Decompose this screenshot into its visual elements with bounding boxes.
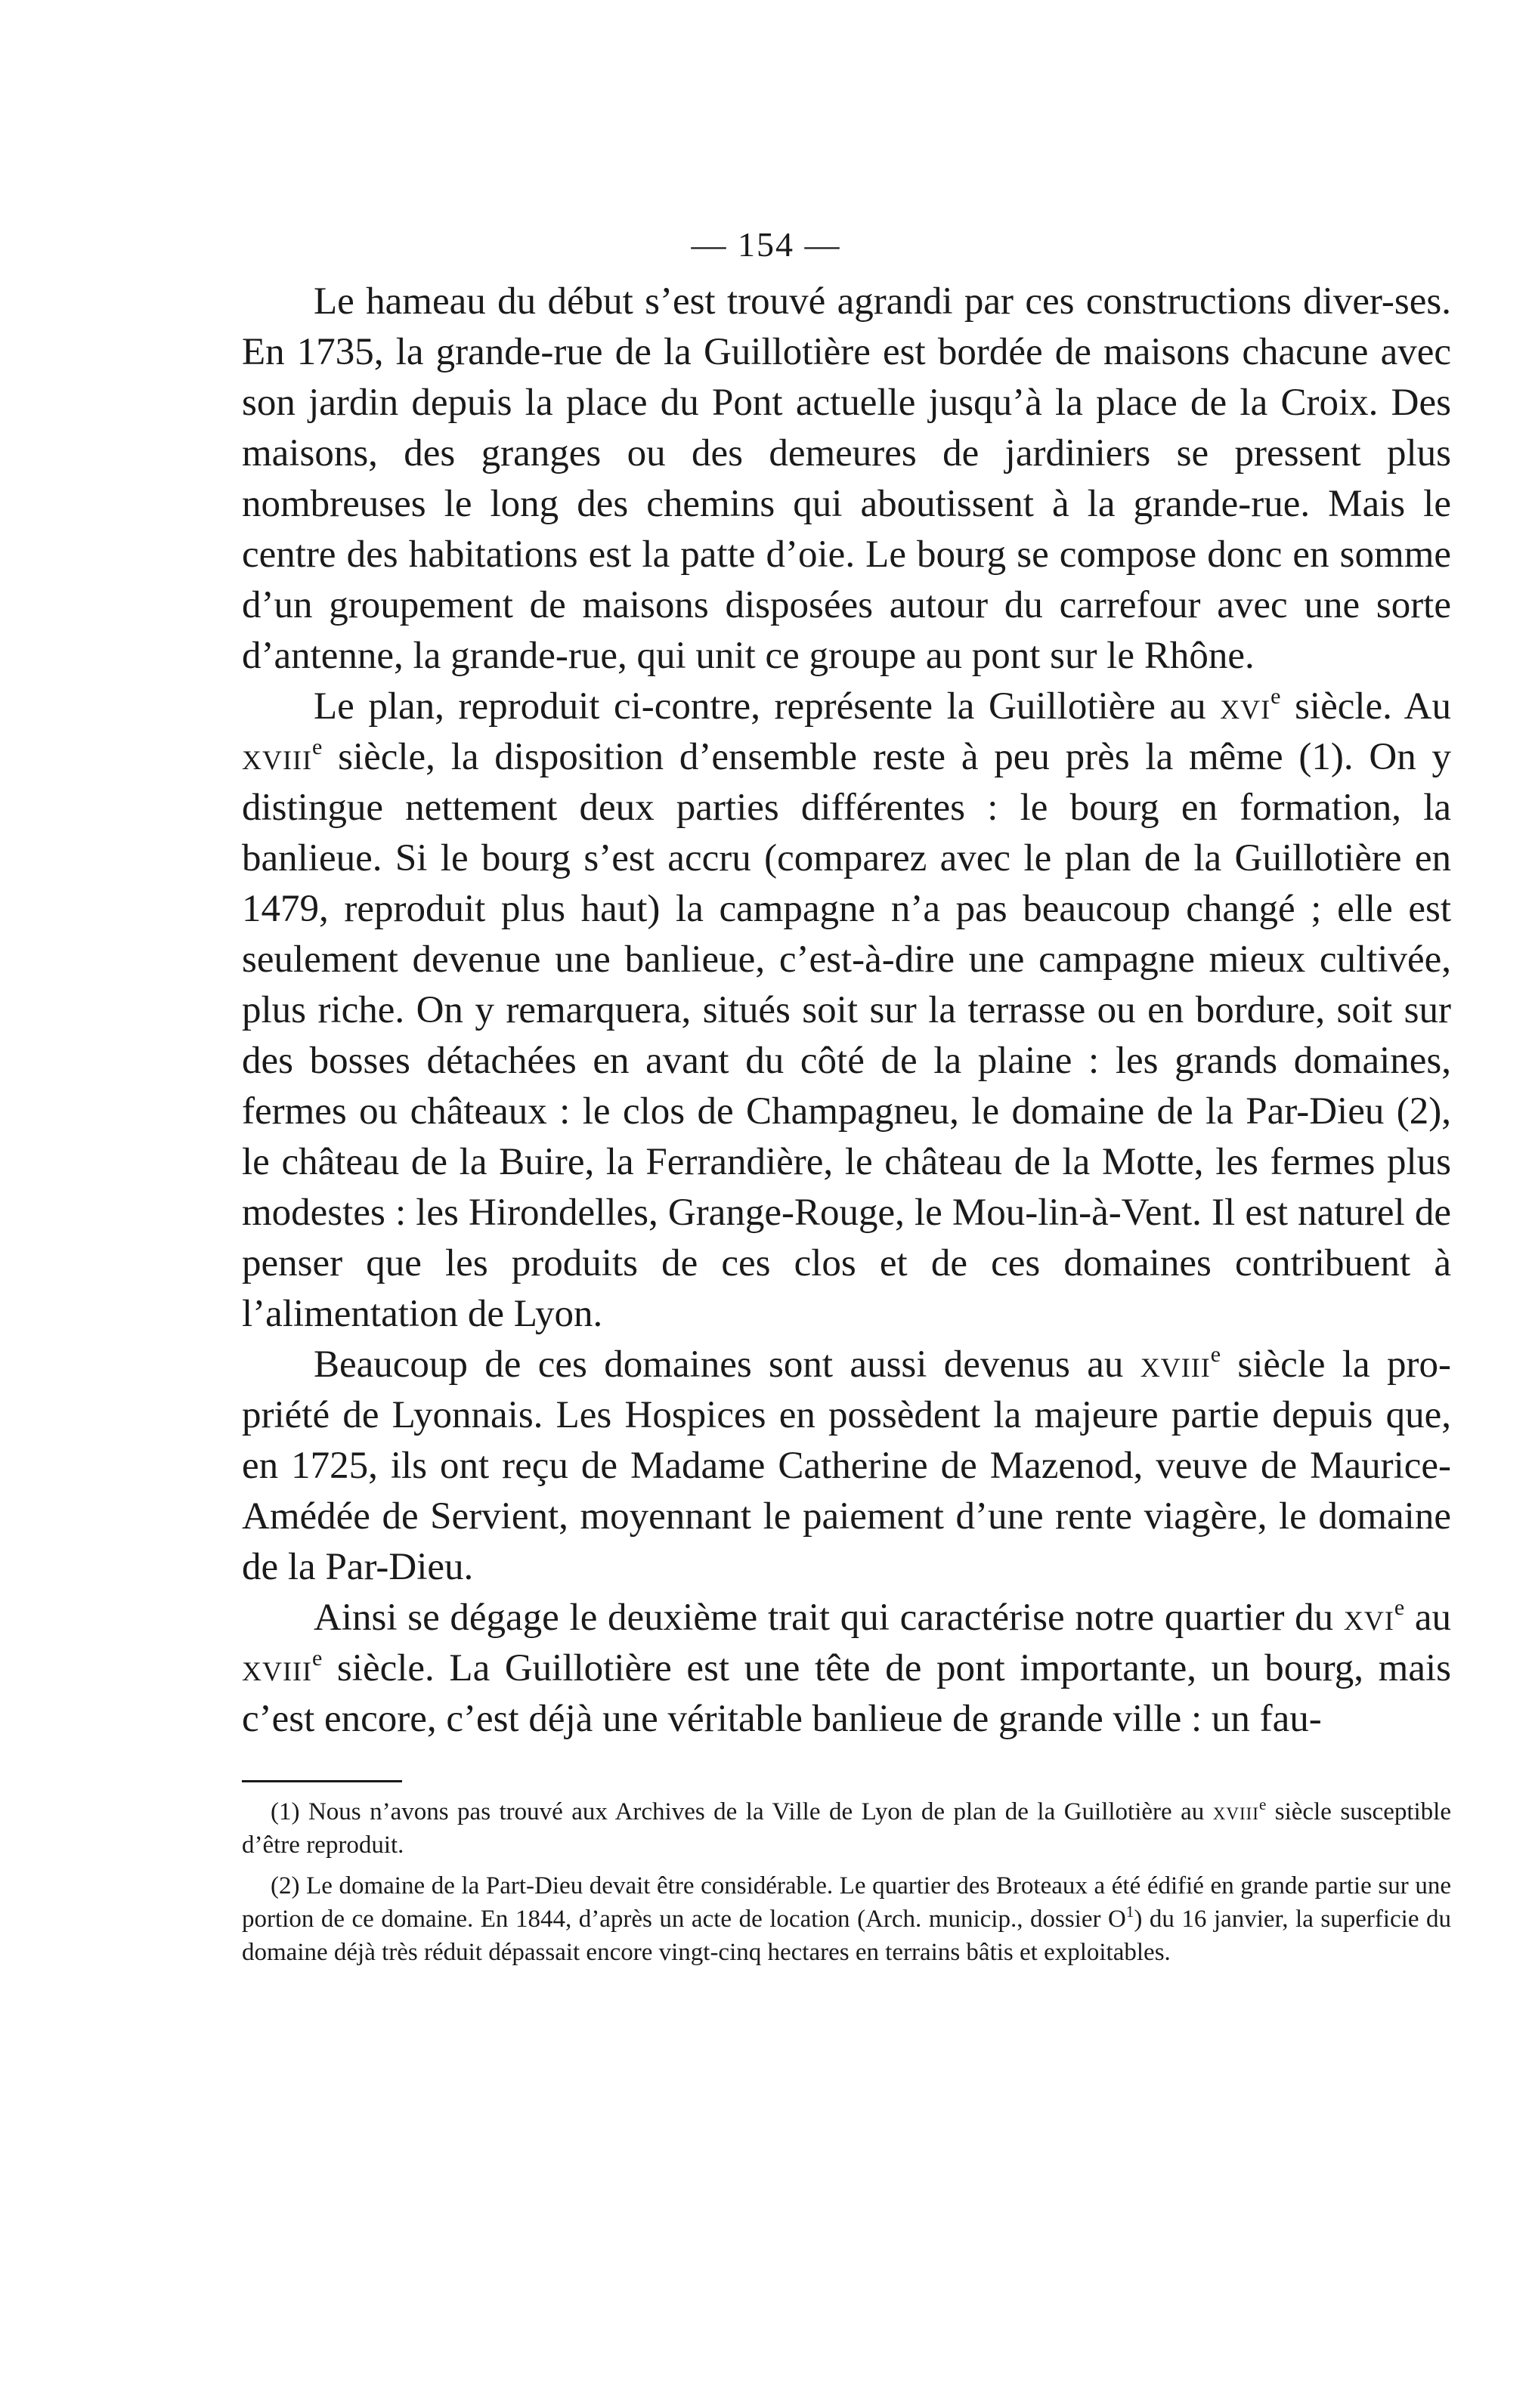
century-exponent: e [1394, 1595, 1405, 1620]
century-numeral: xviii [1212, 1798, 1259, 1825]
dossier-exponent: 1 [1125, 1903, 1134, 1921]
century-exponent: e [1270, 684, 1281, 709]
footnotes [242, 1795, 1451, 1977]
paragraph-4-text-c: siècle. La Guillotière est une tête de pont importante, un bourg, mais c’est encore, c’est déjà une véritable banlieue de grande ville : un fau- [242, 1647, 1451, 1740]
footnote-2-text-b: ) du 16 janvier, la superficie du domaine déjà très réduit dépassait encore vingt-cinq hectares en terrains bâtis et exploitables. [242, 1906, 1452, 1966]
main-text [242, 277, 1451, 1745]
century-numeral: xvi [1343, 1597, 1394, 1639]
century-numeral: xviii [242, 1647, 312, 1689]
century-numeral: xviii [1140, 1343, 1211, 1386]
paragraph-3 [242, 1340, 1451, 1593]
footnote-divider [242, 1780, 402, 1782]
paragraph-1: Le hameau du début s’est trouvé agrandi par ces constructions diver-ses. En 1735, la grande-rue de la Guillotière est bordée de maisons chacune avec son jardin depuis la place du Pont actuelle jusqu’à la place de la Croix. Des maisons, des granges ou des demeures de jardiniers se pressent plus nombreuses le long des chemins qui aboutissent à la grande-rue. Mais le centre des habitations est la patte d’oie. Le bourg se compose donc en somme d’un groupement de maisons disposées autour du carrefour avec une sorte d’antenne, la grande-rue, qui unit ce groupe au pont sur le Rhône. [242, 280, 1451, 677]
footnote-2 [242, 1869, 1451, 1969]
century-exponent: e [311, 734, 323, 759]
footnote-2-text-a: (2) Le domaine de la Part-Dieu devait être considérable. Le quartier des Broteaux a été édifié en grande partie sur une portion de ce domaine. En 1844, d’après un acte de location (Arch. municip., dossier O [242, 1872, 1451, 1933]
paragraph-3-text-b: siècle la pro-priété de Lyonnais. Les Hospices en possèdent la majeure partie depuis que, en 1725, ils ont reçu de Madame Catherine de Mazenod, veuve de Maurice-Amédée de Servient, moyennant le paiement d’une rente viagère, le domaine de la Par-Dieu. [242, 1343, 1451, 1588]
century-exponent: e [1258, 1795, 1267, 1813]
page-number: — 154 — [691, 225, 841, 264]
paragraph-4 [242, 1593, 1451, 1745]
paragraph-4-text-b: au [1404, 1597, 1451, 1639]
paragraph-3-text-a: Beaucoup de ces domaines sont aussi devenus au [314, 1343, 1140, 1386]
century-numeral: xviii [242, 736, 312, 778]
footnote-1 [242, 1795, 1451, 1862]
paragraph-2-text-c: siècle, la disposition d’ensemble reste à peu près la même (1). On y distingue nettement deux parties différentes : le bourg en formation, la banlieue. Si le bourg s’est accru (comparez avec le plan de la Guillotière en 1479, reproduit plus haut) la campagne n’a pas beaucoup changé ; elle est seulement devenue une banlieue, c’est-à-dire une campagne mieux cultivée, plus riche. On y remarquera, situés soit sur la terrasse ou en bordure, soit sur des bosses détachées en avant du côté de la plaine : les grands domaines, fermes ou châteaux : le clos de Champagneu, le domaine de la Par-Dieu (2), le château de la Buire, la Ferrandière, le château de la Motte, les fermes plus modestes : les Hirondelles, Grange-Rouge, le Mou-lin-à-Vent. Il est naturel de penser que les produits de ces clos et de ces domaines contribuent à l’alimentation de Lyon. [242, 736, 1451, 1335]
paragraph-4-text-a: Ainsi se dégage le deuxième trait qui caractérise notre quartier du [314, 1597, 1344, 1639]
century-exponent: e [1210, 1342, 1221, 1367]
paragraph-2-text-a: Le plan, reproduit ci-contre, représente la Guillotière au [314, 685, 1221, 728]
century-numeral: xvi [1220, 685, 1271, 728]
paragraph-2-text-b: siècle. Au [1280, 685, 1451, 728]
footnote-1-text-b: siècle susceptible d’être reproduit. [242, 1798, 1451, 1859]
footnote-1-text-a: (1) Nous n’avons pas trouvé aux Archives de la Ville de Lyon de plan de la Guillotière au [271, 1798, 1213, 1825]
century-exponent: e [311, 1646, 323, 1671]
paragraph-2 [242, 682, 1451, 1340]
